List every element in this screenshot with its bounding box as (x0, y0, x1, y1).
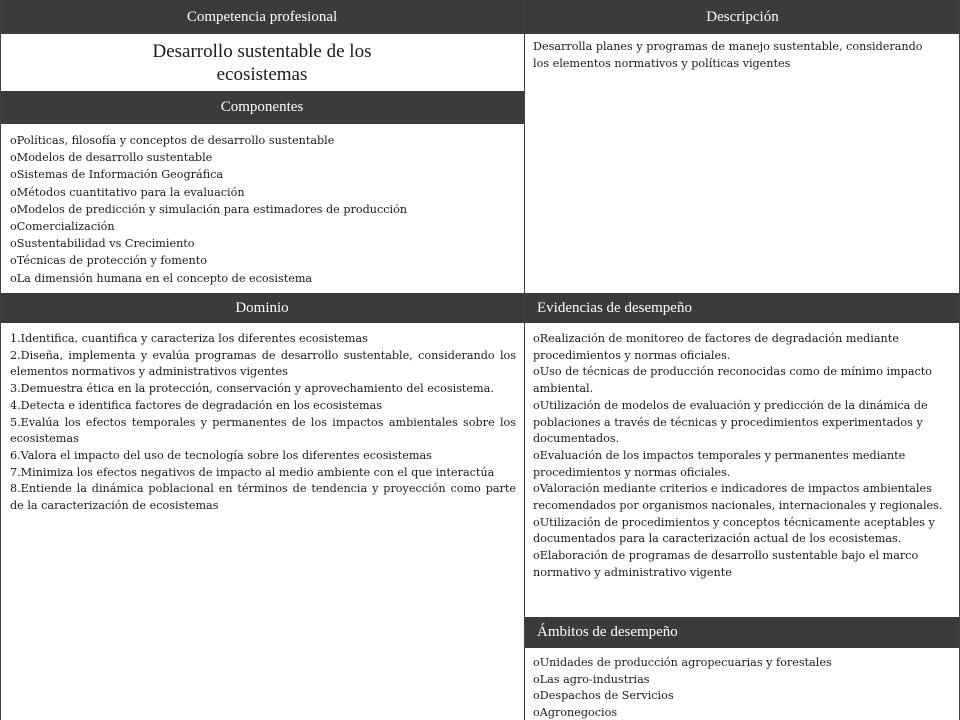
list-item: oAgronegocios (533, 706, 618, 720)
descripcion-line2: los elementos normativos y políticas vigentes (533, 56, 791, 70)
header-componentes: Componentes (0, 91, 524, 124)
list-item: oLas agro-industrias (533, 672, 650, 686)
list-item: 7.Minimiza los efectos negativos de impacto al medio ambiente con el que interactúa (10, 465, 495, 479)
divider-center (524, 0, 525, 720)
descripcion-line1: Desarrolla planes y programas de manejo sustentable, considerando (533, 40, 923, 53)
list-item: oValoración mediante criterios e indicadores de impactos ambientales recomendados por organismos nacionales, internacionales y regionales. (533, 482, 943, 513)
list-item: oModelos de desarrollo sustentable (10, 151, 213, 165)
list-item: oSustentabilidad vs Crecimiento (10, 237, 195, 251)
dominio-list (10, 331, 516, 515)
descripcion-text (533, 39, 953, 72)
list-item: 5.Evalúa los efectos temporales y permanentes de los impactos ambientales sobre los ecosistemas (10, 415, 516, 446)
list-item: oUso de técnicas de producción reconocidas como de mínimo impacto ambiental. (533, 365, 932, 396)
list-item: oSistemas de Información Geográfica (10, 168, 224, 182)
list-item: oUtilización de procedimientos y conceptos técnicamente aceptables y documentados para la caracterización actual de los ecosistemas. (533, 515, 935, 546)
header-evidencias: Evidencias de desempeño (525, 293, 960, 323)
list-item: oDespachos de Servicios (533, 689, 674, 703)
header-descripcion: Descripción (525, 0, 960, 34)
header-dominio: Dominio (0, 293, 524, 323)
list-item: 8.Entiende la dinámica poblacional en términos de tendencia y proyección como parte de la caracterización de ecosistemas (10, 482, 516, 513)
list-item: oEvaluación de los impactos temporales y permanentes mediante procedimientos y normas oficiales. (533, 448, 906, 479)
list-item: oPolíticas, filosofía y conceptos de desarrollo sustentable (10, 134, 335, 147)
list-item: 6.Valora el impacto del uso de tecnología sobre los diferentes ecosistemas (10, 448, 432, 462)
list-item: 1.Identifica, cuantifica y caracteriza los diferentes ecosistemas (10, 332, 368, 345)
list-item: oLa dimensión humana en el concepto de ecosistema (10, 271, 313, 285)
header-competencia: Competencia profesional (0, 0, 524, 34)
list-item: oUnidades de producción agropecuarias y forestales (533, 656, 832, 669)
competencia-title (0, 40, 524, 86)
competencia-title-line1: Desarrollo sustentable de los (152, 41, 372, 62)
list-item: oRealización de monitoreo de factores de degradación mediante procedimientos y normas oficiales. (533, 332, 899, 362)
list-item: oElaboración de programas de desarrollo sustentable bajo el marco normativo y administrativo vigente (533, 549, 919, 579)
list-item: 4.Detecta e identifica factores de degradación en los ecosistemas (10, 398, 382, 412)
list-item: oMétodos cuantitativo para la evaluación (10, 185, 245, 199)
divider-left (0, 0, 1, 720)
list-item: oComercialización (10, 220, 115, 234)
header-ambitos: Ámbitos de desempeño (525, 617, 960, 648)
list-item: 3.Demuestra ética en la protección, conservación y aprovechamiento del ecosistema. (10, 382, 494, 396)
componentes-list (10, 132, 520, 287)
list-item: 2.Diseña, implementa y evalúa programas de desarrollo sustentable, considerando los elementos normativos y administrativos vigentes (10, 348, 516, 379)
list-item: oTécnicas de protección y fomento (10, 254, 207, 268)
ambitos-list (533, 655, 953, 720)
list-item: oUtilización de modelos de evaluación y predicción de la dinámica de poblaciones a través de técnicas y procedimientos experimentados y documentados. (533, 398, 928, 446)
competencia-title-line2: ecosistemas (216, 64, 308, 85)
evidencias-list (533, 331, 953, 582)
list-item: oModelos de predicción y simulación para estimadores de producción (10, 202, 408, 216)
